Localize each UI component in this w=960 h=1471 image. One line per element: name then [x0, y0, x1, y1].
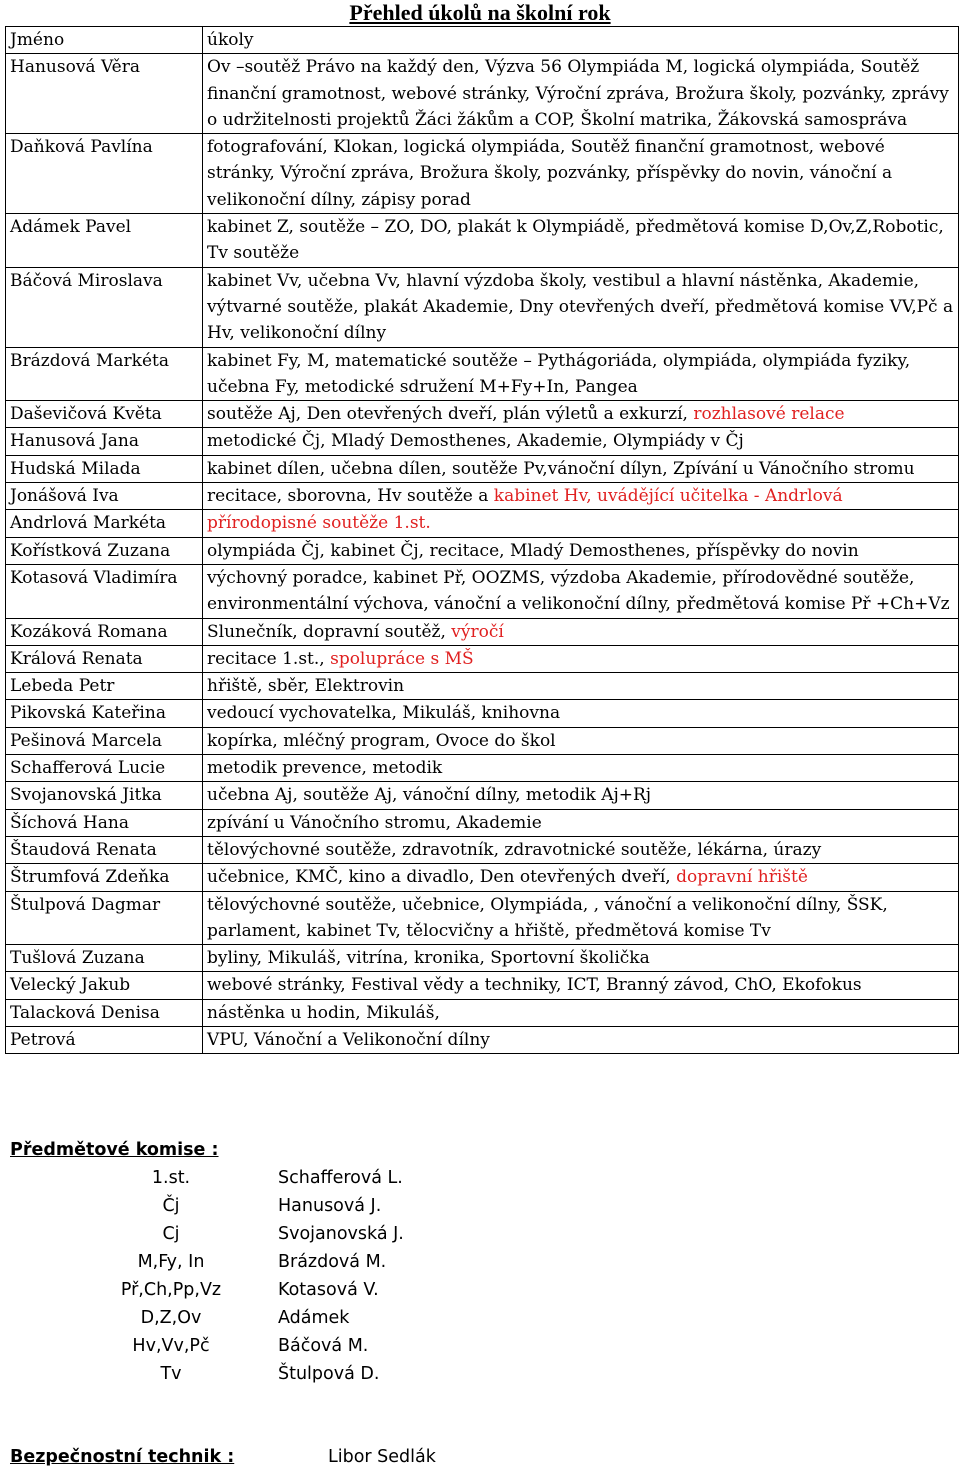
task-text: kopírka, mléčný program, Ovoce do škol — [207, 730, 556, 751]
teacher-name: Daševičová Květa — [6, 401, 203, 428]
committee-person: Schafferová L. — [278, 1168, 403, 1188]
page-title: Přehled úkolů na školní rok — [349, 0, 611, 25]
table-row — [6, 645, 959, 672]
table-row — [6, 836, 959, 863]
task-highlight: přírodopisné soutěže 1.st. — [207, 513, 431, 534]
teacher-name: Daňková Pavlína — [6, 134, 203, 214]
header-tasks: úkoly — [203, 27, 959, 54]
committee-person: Brázdová M. — [278, 1252, 387, 1272]
task-text: webové stránky, Festival vědy a techniky, ICT, Branný závod, ChO, Ekofokus — [207, 975, 862, 996]
committee-subject: D,Z,Ov — [140, 1308, 202, 1328]
table-row — [6, 972, 959, 999]
task-highlight: rozhlasové relace — [693, 404, 845, 425]
table-row — [6, 1026, 959, 1053]
committee-subject: M,Fy, In — [137, 1252, 205, 1272]
task-text: byliny, Mikuláš, vitrína, kronika, Sportovní školička — [207, 948, 650, 969]
teacher-name: Lebeda Petr — [6, 673, 203, 700]
safety-value: Libor Sedlák — [328, 1447, 436, 1467]
teacher-name: Štrumfová Zdeňka — [6, 864, 203, 891]
teacher-name: Brázdová Markéta — [6, 347, 203, 401]
teacher-name: Petrová — [6, 1026, 203, 1053]
table-row — [6, 673, 959, 700]
table-row — [6, 564, 959, 618]
teacher-tasks — [203, 537, 959, 564]
teacher-tasks — [203, 267, 959, 347]
header-name: Jméno — [6, 27, 203, 54]
task-text: hřiště, sběr, Elektrovin — [207, 676, 405, 697]
teacher-name: Tušlová Zuzana — [6, 945, 203, 972]
teacher-name: Štulpová Dagmar — [6, 891, 203, 945]
teacher-tasks — [203, 809, 959, 836]
teacher-name: Kořístková Zuzana — [6, 537, 203, 564]
teacher-name: Báčová Miroslava — [6, 267, 203, 347]
subject-committees — [10, 1136, 404, 1388]
table-row — [6, 809, 959, 836]
table-row — [6, 134, 959, 214]
committee-row — [10, 1164, 403, 1192]
task-text: kabinet Z, soutěže – ZO, DO, plakát k Olympiádě, předmětová komise D,Ov,Z,Robotic, Tv soutěže — [207, 217, 944, 264]
table-row — [6, 214, 959, 268]
teacher-tasks — [203, 673, 959, 700]
teacher-tasks — [203, 347, 959, 401]
task-text: kabinet dílen, učebna dílen, soutěže Pv,vánoční dílyn, Zpívání u Vánočního stromu — [207, 458, 915, 479]
teacher-name: Hanusová Věra — [6, 54, 203, 134]
task-text: tělovýchovné soutěže, zdravotník, zdravotnické soutěže, lékárna, úrazy — [207, 839, 822, 860]
task-text: kabinet Fy, M, matematické soutěže – Pythágoriáda, olympiáda, olympiáda fyziky, učebna Fy, metodické sdružení M+Fy+In, Pangea — [207, 350, 911, 397]
committees-heading: Předmětové komise : — [10, 1140, 219, 1160]
table-row — [6, 999, 959, 1026]
task-text: VPU, Vánoční a Velikonoční dílny — [207, 1029, 490, 1050]
committee-person: Kotasová V. — [278, 1280, 379, 1300]
committee-subject: Př,Ch,Pp,Vz — [120, 1280, 222, 1300]
committee-person: Hanusová J. — [278, 1196, 382, 1216]
teacher-name: Pikovská Kateřina — [6, 700, 203, 727]
teacher-tasks — [203, 864, 959, 891]
table-row — [6, 347, 959, 401]
task-highlight: výročí — [451, 621, 504, 642]
committee-subject: Tv — [160, 1364, 182, 1384]
table-row — [6, 891, 959, 945]
task-text: tělovýchovné soutěže, učebnice, Olympiáda, , vánoční a velikonoční dílny, ŠSK, parlament, kabinet Tv, tělocvičny a hřiště, předmětová komise Tv — [207, 894, 888, 941]
task-text: recitace, sborovna, Hv soutěže a — [207, 486, 494, 507]
table-row — [6, 700, 959, 727]
teacher-tasks — [203, 782, 959, 809]
teacher-name: Šíchová Hana — [6, 809, 203, 836]
task-text: recitace 1.st., — [207, 648, 331, 669]
committee-row — [10, 1332, 369, 1360]
committee-subject: Čj — [162, 1196, 180, 1216]
teacher-name: Králová Renata — [6, 645, 203, 672]
teacher-tasks — [203, 428, 959, 455]
committee-row — [10, 1304, 350, 1332]
teacher-tasks — [203, 618, 959, 645]
teacher-tasks — [203, 1026, 959, 1053]
task-text: zpívání u Vánočního stromu, Akademie — [207, 812, 542, 833]
committee-person: Báčová M. — [278, 1336, 369, 1356]
table-row — [6, 755, 959, 782]
table-row — [6, 267, 959, 347]
task-text: Slunečník, dopravní soutěž, — [207, 621, 452, 642]
teacher-tasks — [203, 972, 959, 999]
teacher-name: Hudská Milada — [6, 455, 203, 482]
committee-row — [10, 1192, 382, 1220]
task-highlight: spolupráce s MŠ — [330, 648, 474, 669]
table-row — [6, 401, 959, 428]
teacher-tasks — [203, 455, 959, 482]
committee-row — [10, 1360, 380, 1388]
teacher-tasks — [203, 564, 959, 618]
teacher-name: Štaudová Renata — [6, 836, 203, 863]
committee-row — [10, 1248, 387, 1276]
task-text: metodické Čj, Mladý Demosthenes, Akademie, Olympiády v Čj — [207, 431, 744, 452]
task-text: olympiáda Čj, kabinet Čj, recitace, Mladý Demosthenes, příspěvky do novin — [207, 540, 859, 561]
table-row — [6, 455, 959, 482]
task-text: učebna Aj, soutěže Aj, vánoční dílny, metodik Aj+Rj — [207, 785, 652, 806]
teacher-name: Pešinová Marcela — [6, 727, 203, 754]
teacher-tasks — [203, 755, 959, 782]
task-text: metodik prevence, metodik — [207, 758, 443, 779]
teacher-tasks — [203, 510, 959, 537]
table-row — [6, 510, 959, 537]
table-row — [6, 782, 959, 809]
table-row — [6, 537, 959, 564]
teacher-name: Velecký Jakub — [6, 972, 203, 999]
table-row — [6, 618, 959, 645]
task-text: výchovný poradce, kabinet Př, OOZMS, výzdoba Akademie, přírodovědné soutěže, environmentální výchova, vánoční a velikonoční dílny, předmětová komise Př +Ch+Vz — [207, 567, 950, 615]
teacher-tasks — [203, 134, 959, 214]
table-row — [6, 727, 959, 754]
task-highlight: dopravní hřiště — [676, 867, 808, 888]
teacher-tasks — [203, 700, 959, 727]
committee-row — [10, 1220, 404, 1248]
task-text: nástěnka u hodin, Mikuláš, — [207, 1002, 440, 1023]
teacher-tasks — [203, 483, 959, 510]
teacher-name: Jonášová Iva — [6, 483, 203, 510]
committee-subject: Hv,Vv,Pč — [132, 1336, 210, 1356]
committee-row — [10, 1276, 379, 1304]
task-text: vedoucí vychovatelka, Mikuláš, knihovna — [207, 703, 561, 724]
teacher-tasks — [203, 727, 959, 754]
safety-label: Bezpečnostní technik : — [10, 1447, 235, 1467]
committee-person: Adámek — [278, 1308, 350, 1328]
task-highlight: kabinet Hv, uvádějící učitelka - Andrlová — [493, 486, 843, 507]
task-text: Ov –soutěž Právo na každý den, Výzva 56 Olympiáda M, logická olympiáda, Soutěž finanční gramotnost, webové stránky, Výroční zpráva, Brožura školy, pozvánky, zprávy o udržitelnosti projektů Žáci žákům a COP, Školní matrika, Žákovská samospráva — [207, 57, 949, 130]
teacher-name: Adámek Pavel — [6, 214, 203, 268]
teacher-name: Hanusová Jana — [6, 428, 203, 455]
committee-person: Svojanovská J. — [278, 1224, 404, 1244]
committee-person: Štulpová D. — [278, 1364, 380, 1384]
committee-subject: Cj — [162, 1224, 180, 1244]
teacher-name: Schafferová Lucie — [6, 755, 203, 782]
task-text: kabinet Vv, učebna Vv, hlavní výzdoba školy, vestibul a hlavní nástěnka, Akademie, výtvarné soutěže, plakát Akademie, Dny otevřených dveří, předmětová komise VV,Pč a Hv, velikonoční dílny — [207, 270, 954, 344]
teacher-tasks — [203, 891, 959, 945]
teacher-name: Kotasová Vladimíra — [6, 564, 203, 618]
committee-subject: 1.st. — [151, 1168, 191, 1188]
teacher-tasks — [203, 645, 959, 672]
table-row — [6, 864, 959, 891]
table-row — [6, 54, 959, 134]
task-text: učebnice, KMČ, kino a divadlo, Den otevřených dveří, — [207, 867, 677, 888]
teacher-name: Svojanovská Jitka — [6, 782, 203, 809]
teacher-tasks — [203, 945, 959, 972]
task-table — [5, 26, 959, 1054]
teacher-tasks — [203, 999, 959, 1026]
task-text: fotografování, Klokan, logická olympiáda, Soutěž finanční gramotnost, webové stránky, Výroční zpráva, Brožura školy, pozvánky, příspěvky do novin, vánoční a velikonoční dílny, zápisy porad — [207, 137, 893, 210]
table-row — [6, 428, 959, 455]
teacher-tasks — [203, 836, 959, 863]
teacher-name: Andrlová Markéta — [6, 510, 203, 537]
task-text: soutěže Aj, Den otevřených dveří, plán výletů a exkurzí, — [207, 404, 694, 425]
safety-technician — [10, 1443, 436, 1471]
table-row — [6, 945, 959, 972]
teacher-tasks — [203, 54, 959, 134]
committee-list — [10, 1164, 404, 1388]
teacher-name: Talacková Denisa — [6, 999, 203, 1026]
table-header-row — [6, 27, 959, 54]
teacher-name: Kozáková Romana — [6, 618, 203, 645]
teacher-tasks — [203, 214, 959, 268]
table-row — [6, 483, 959, 510]
teacher-tasks — [203, 401, 959, 428]
